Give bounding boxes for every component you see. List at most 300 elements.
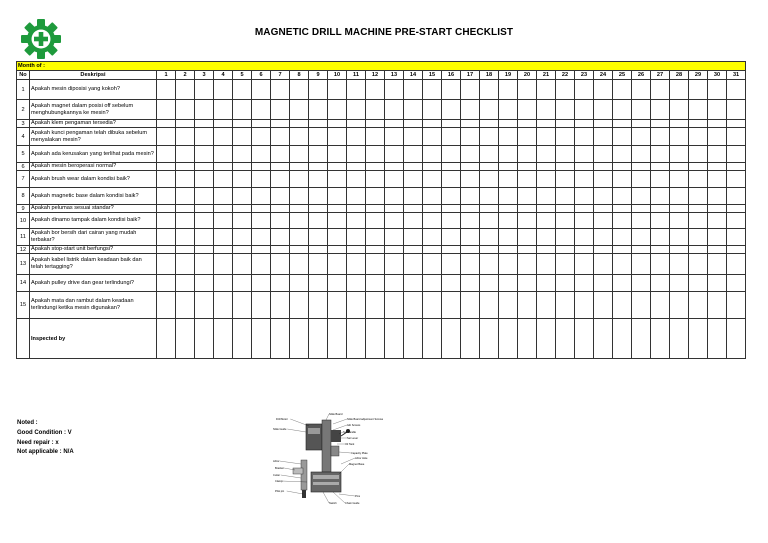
check-cell-day-26[interactable] bbox=[632, 254, 651, 275]
check-cell-day-31[interactable] bbox=[727, 146, 746, 163]
check-cell-day-1[interactable] bbox=[157, 171, 176, 188]
check-cell-day-6[interactable] bbox=[252, 128, 271, 146]
check-cell-day-27[interactable] bbox=[651, 246, 670, 254]
check-cell-day-2[interactable] bbox=[176, 120, 195, 128]
check-cell-day-4[interactable] bbox=[214, 80, 233, 100]
check-cell-day-18[interactable] bbox=[480, 100, 499, 120]
check-cell-day-12[interactable] bbox=[366, 128, 385, 146]
check-cell-day-16[interactable] bbox=[442, 171, 461, 188]
check-cell-day-23[interactable] bbox=[575, 188, 594, 205]
signature-cell-day-29[interactable] bbox=[689, 319, 708, 359]
check-cell-day-4[interactable] bbox=[214, 205, 233, 213]
check-cell-day-13[interactable] bbox=[385, 292, 404, 319]
check-cell-day-17[interactable] bbox=[461, 120, 480, 128]
check-cell-day-5[interactable] bbox=[233, 292, 252, 319]
check-cell-day-22[interactable] bbox=[556, 171, 575, 188]
check-cell-day-23[interactable] bbox=[575, 292, 594, 319]
check-cell-day-7[interactable] bbox=[271, 229, 290, 246]
check-cell-day-26[interactable] bbox=[632, 229, 651, 246]
check-cell-day-27[interactable] bbox=[651, 146, 670, 163]
check-cell-day-29[interactable] bbox=[689, 171, 708, 188]
check-cell-day-19[interactable] bbox=[499, 229, 518, 246]
check-cell-day-26[interactable] bbox=[632, 128, 651, 146]
check-cell-day-14[interactable] bbox=[404, 100, 423, 120]
check-cell-day-2[interactable] bbox=[176, 275, 195, 292]
check-cell-day-13[interactable] bbox=[385, 246, 404, 254]
check-cell-day-31[interactable] bbox=[727, 80, 746, 100]
check-cell-day-16[interactable] bbox=[442, 292, 461, 319]
signature-cell-day-10[interactable] bbox=[328, 319, 347, 359]
check-cell-day-23[interactable] bbox=[575, 213, 594, 229]
check-cell-day-6[interactable] bbox=[252, 275, 271, 292]
check-cell-day-8[interactable] bbox=[290, 292, 309, 319]
check-cell-day-31[interactable] bbox=[727, 229, 746, 246]
check-cell-day-14[interactable] bbox=[404, 229, 423, 246]
check-cell-day-20[interactable] bbox=[518, 120, 537, 128]
check-cell-day-21[interactable] bbox=[537, 254, 556, 275]
check-cell-day-26[interactable] bbox=[632, 163, 651, 171]
check-cell-day-11[interactable] bbox=[347, 229, 366, 246]
check-cell-day-22[interactable] bbox=[556, 229, 575, 246]
check-cell-day-5[interactable] bbox=[233, 171, 252, 188]
check-cell-day-28[interactable] bbox=[670, 100, 689, 120]
check-cell-day-28[interactable] bbox=[670, 205, 689, 213]
check-cell-day-14[interactable] bbox=[404, 120, 423, 128]
check-cell-day-6[interactable] bbox=[252, 100, 271, 120]
check-cell-day-24[interactable] bbox=[594, 171, 613, 188]
check-cell-day-7[interactable] bbox=[271, 275, 290, 292]
check-cell-day-31[interactable] bbox=[727, 171, 746, 188]
check-cell-day-1[interactable] bbox=[157, 80, 176, 100]
signature-cell-day-13[interactable] bbox=[385, 319, 404, 359]
check-cell-day-20[interactable] bbox=[518, 229, 537, 246]
check-cell-day-29[interactable] bbox=[689, 120, 708, 128]
check-cell-day-15[interactable] bbox=[423, 163, 442, 171]
signature-cell-day-14[interactable] bbox=[404, 319, 423, 359]
check-cell-day-3[interactable] bbox=[195, 171, 214, 188]
check-cell-day-1[interactable] bbox=[157, 275, 176, 292]
check-cell-day-22[interactable] bbox=[556, 275, 575, 292]
check-cell-day-24[interactable] bbox=[594, 292, 613, 319]
check-cell-day-16[interactable] bbox=[442, 120, 461, 128]
check-cell-day-26[interactable] bbox=[632, 80, 651, 100]
check-cell-day-23[interactable] bbox=[575, 100, 594, 120]
check-cell-day-31[interactable] bbox=[727, 205, 746, 213]
check-cell-day-31[interactable] bbox=[727, 213, 746, 229]
check-cell-day-15[interactable] bbox=[423, 246, 442, 254]
check-cell-day-19[interactable] bbox=[499, 292, 518, 319]
check-cell-day-15[interactable] bbox=[423, 229, 442, 246]
signature-cell-day-16[interactable] bbox=[442, 319, 461, 359]
check-cell-day-19[interactable] bbox=[499, 213, 518, 229]
check-cell-day-29[interactable] bbox=[689, 254, 708, 275]
check-cell-day-9[interactable] bbox=[309, 205, 328, 213]
check-cell-day-8[interactable] bbox=[290, 128, 309, 146]
check-cell-day-11[interactable] bbox=[347, 163, 366, 171]
check-cell-day-10[interactable] bbox=[328, 100, 347, 120]
check-cell-day-21[interactable] bbox=[537, 246, 556, 254]
check-cell-day-24[interactable] bbox=[594, 128, 613, 146]
check-cell-day-21[interactable] bbox=[537, 163, 556, 171]
check-cell-day-28[interactable] bbox=[670, 120, 689, 128]
check-cell-day-23[interactable] bbox=[575, 246, 594, 254]
check-cell-day-15[interactable] bbox=[423, 275, 442, 292]
check-cell-day-14[interactable] bbox=[404, 205, 423, 213]
check-cell-day-20[interactable] bbox=[518, 246, 537, 254]
signature-cell-day-21[interactable] bbox=[537, 319, 556, 359]
check-cell-day-10[interactable] bbox=[328, 254, 347, 275]
check-cell-day-11[interactable] bbox=[347, 146, 366, 163]
check-cell-day-12[interactable] bbox=[366, 205, 385, 213]
check-cell-day-4[interactable] bbox=[214, 128, 233, 146]
signature-cell-day-12[interactable] bbox=[366, 319, 385, 359]
check-cell-day-2[interactable] bbox=[176, 146, 195, 163]
check-cell-day-28[interactable] bbox=[670, 275, 689, 292]
check-cell-day-20[interactable] bbox=[518, 128, 537, 146]
check-cell-day-18[interactable] bbox=[480, 229, 499, 246]
check-cell-day-23[interactable] bbox=[575, 275, 594, 292]
check-cell-day-10[interactable] bbox=[328, 146, 347, 163]
check-cell-day-28[interactable] bbox=[670, 80, 689, 100]
check-cell-day-18[interactable] bbox=[480, 254, 499, 275]
check-cell-day-15[interactable] bbox=[423, 128, 442, 146]
check-cell-day-5[interactable] bbox=[233, 213, 252, 229]
check-cell-day-12[interactable] bbox=[366, 246, 385, 254]
check-cell-day-2[interactable] bbox=[176, 80, 195, 100]
check-cell-day-20[interactable] bbox=[518, 100, 537, 120]
check-cell-day-14[interactable] bbox=[404, 275, 423, 292]
signature-cell-day-22[interactable] bbox=[556, 319, 575, 359]
check-cell-day-12[interactable] bbox=[366, 146, 385, 163]
check-cell-day-11[interactable] bbox=[347, 246, 366, 254]
check-cell-day-3[interactable] bbox=[195, 163, 214, 171]
check-cell-day-9[interactable] bbox=[309, 188, 328, 205]
check-cell-day-10[interactable] bbox=[328, 120, 347, 128]
signature-cell-day-26[interactable] bbox=[632, 319, 651, 359]
check-cell-day-9[interactable] bbox=[309, 171, 328, 188]
check-cell-day-8[interactable] bbox=[290, 205, 309, 213]
check-cell-day-13[interactable] bbox=[385, 188, 404, 205]
check-cell-day-23[interactable] bbox=[575, 205, 594, 213]
check-cell-day-4[interactable] bbox=[214, 213, 233, 229]
check-cell-day-21[interactable] bbox=[537, 100, 556, 120]
check-cell-day-23[interactable] bbox=[575, 120, 594, 128]
check-cell-day-29[interactable] bbox=[689, 205, 708, 213]
check-cell-day-9[interactable] bbox=[309, 146, 328, 163]
check-cell-day-25[interactable] bbox=[613, 205, 632, 213]
check-cell-day-20[interactable] bbox=[518, 188, 537, 205]
check-cell-day-9[interactable] bbox=[309, 292, 328, 319]
check-cell-day-8[interactable] bbox=[290, 100, 309, 120]
check-cell-day-3[interactable] bbox=[195, 146, 214, 163]
check-cell-day-31[interactable] bbox=[727, 254, 746, 275]
check-cell-day-13[interactable] bbox=[385, 275, 404, 292]
check-cell-day-24[interactable] bbox=[594, 163, 613, 171]
check-cell-day-4[interactable] bbox=[214, 146, 233, 163]
check-cell-day-31[interactable] bbox=[727, 120, 746, 128]
check-cell-day-14[interactable] bbox=[404, 171, 423, 188]
check-cell-day-8[interactable] bbox=[290, 80, 309, 100]
signature-cell-day-5[interactable] bbox=[233, 319, 252, 359]
check-cell-day-24[interactable] bbox=[594, 100, 613, 120]
check-cell-day-1[interactable] bbox=[157, 146, 176, 163]
check-cell-day-8[interactable] bbox=[290, 171, 309, 188]
check-cell-day-3[interactable] bbox=[195, 246, 214, 254]
check-cell-day-14[interactable] bbox=[404, 128, 423, 146]
check-cell-day-2[interactable] bbox=[176, 205, 195, 213]
check-cell-day-12[interactable] bbox=[366, 292, 385, 319]
check-cell-day-3[interactable] bbox=[195, 100, 214, 120]
check-cell-day-27[interactable] bbox=[651, 213, 670, 229]
check-cell-day-30[interactable] bbox=[708, 120, 727, 128]
check-cell-day-15[interactable] bbox=[423, 188, 442, 205]
check-cell-day-24[interactable] bbox=[594, 80, 613, 100]
check-cell-day-3[interactable] bbox=[195, 292, 214, 319]
check-cell-day-24[interactable] bbox=[594, 254, 613, 275]
check-cell-day-16[interactable] bbox=[442, 275, 461, 292]
check-cell-day-18[interactable] bbox=[480, 213, 499, 229]
check-cell-day-9[interactable] bbox=[309, 100, 328, 120]
check-cell-day-26[interactable] bbox=[632, 171, 651, 188]
check-cell-day-6[interactable] bbox=[252, 188, 271, 205]
check-cell-day-6[interactable] bbox=[252, 163, 271, 171]
check-cell-day-25[interactable] bbox=[613, 80, 632, 100]
check-cell-day-15[interactable] bbox=[423, 80, 442, 100]
check-cell-day-23[interactable] bbox=[575, 146, 594, 163]
check-cell-day-30[interactable] bbox=[708, 171, 727, 188]
check-cell-day-6[interactable] bbox=[252, 146, 271, 163]
check-cell-day-20[interactable] bbox=[518, 146, 537, 163]
check-cell-day-9[interactable] bbox=[309, 120, 328, 128]
check-cell-day-10[interactable] bbox=[328, 246, 347, 254]
signature-cell-day-27[interactable] bbox=[651, 319, 670, 359]
check-cell-day-14[interactable] bbox=[404, 254, 423, 275]
check-cell-day-27[interactable] bbox=[651, 292, 670, 319]
check-cell-day-30[interactable] bbox=[708, 213, 727, 229]
check-cell-day-22[interactable] bbox=[556, 146, 575, 163]
check-cell-day-13[interactable] bbox=[385, 120, 404, 128]
check-cell-day-14[interactable] bbox=[404, 188, 423, 205]
check-cell-day-23[interactable] bbox=[575, 229, 594, 246]
check-cell-day-2[interactable] bbox=[176, 128, 195, 146]
check-cell-day-4[interactable] bbox=[214, 100, 233, 120]
check-cell-day-13[interactable] bbox=[385, 128, 404, 146]
check-cell-day-26[interactable] bbox=[632, 292, 651, 319]
check-cell-day-5[interactable] bbox=[233, 205, 252, 213]
signature-cell-day-18[interactable] bbox=[480, 319, 499, 359]
check-cell-day-13[interactable] bbox=[385, 205, 404, 213]
check-cell-day-29[interactable] bbox=[689, 100, 708, 120]
check-cell-day-20[interactable] bbox=[518, 254, 537, 275]
check-cell-day-29[interactable] bbox=[689, 292, 708, 319]
check-cell-day-7[interactable] bbox=[271, 171, 290, 188]
check-cell-day-4[interactable] bbox=[214, 246, 233, 254]
check-cell-day-30[interactable] bbox=[708, 246, 727, 254]
check-cell-day-12[interactable] bbox=[366, 213, 385, 229]
check-cell-day-3[interactable] bbox=[195, 213, 214, 229]
check-cell-day-13[interactable] bbox=[385, 213, 404, 229]
check-cell-day-14[interactable] bbox=[404, 246, 423, 254]
check-cell-day-6[interactable] bbox=[252, 171, 271, 188]
check-cell-day-28[interactable] bbox=[670, 171, 689, 188]
signature-cell-day-15[interactable] bbox=[423, 319, 442, 359]
check-cell-day-28[interactable] bbox=[670, 146, 689, 163]
check-cell-day-17[interactable] bbox=[461, 275, 480, 292]
check-cell-day-20[interactable] bbox=[518, 205, 537, 213]
check-cell-day-27[interactable] bbox=[651, 120, 670, 128]
check-cell-day-30[interactable] bbox=[708, 163, 727, 171]
check-cell-day-10[interactable] bbox=[328, 213, 347, 229]
check-cell-day-15[interactable] bbox=[423, 205, 442, 213]
check-cell-day-4[interactable] bbox=[214, 188, 233, 205]
check-cell-day-18[interactable] bbox=[480, 128, 499, 146]
check-cell-day-9[interactable] bbox=[309, 128, 328, 146]
check-cell-day-3[interactable] bbox=[195, 205, 214, 213]
check-cell-day-16[interactable] bbox=[442, 128, 461, 146]
check-cell-day-13[interactable] bbox=[385, 254, 404, 275]
check-cell-day-6[interactable] bbox=[252, 80, 271, 100]
check-cell-day-8[interactable] bbox=[290, 120, 309, 128]
signature-cell-day-30[interactable] bbox=[708, 319, 727, 359]
check-cell-day-2[interactable] bbox=[176, 246, 195, 254]
check-cell-day-13[interactable] bbox=[385, 100, 404, 120]
check-cell-day-2[interactable] bbox=[176, 292, 195, 319]
check-cell-day-27[interactable] bbox=[651, 163, 670, 171]
check-cell-day-8[interactable] bbox=[290, 275, 309, 292]
check-cell-day-26[interactable] bbox=[632, 100, 651, 120]
check-cell-day-22[interactable] bbox=[556, 254, 575, 275]
check-cell-day-30[interactable] bbox=[708, 80, 727, 100]
check-cell-day-28[interactable] bbox=[670, 292, 689, 319]
check-cell-day-25[interactable] bbox=[613, 128, 632, 146]
check-cell-day-24[interactable] bbox=[594, 188, 613, 205]
check-cell-day-10[interactable] bbox=[328, 163, 347, 171]
check-cell-day-16[interactable] bbox=[442, 188, 461, 205]
check-cell-day-11[interactable] bbox=[347, 120, 366, 128]
check-cell-day-4[interactable] bbox=[214, 229, 233, 246]
check-cell-day-31[interactable] bbox=[727, 128, 746, 146]
check-cell-day-18[interactable] bbox=[480, 292, 499, 319]
check-cell-day-30[interactable] bbox=[708, 188, 727, 205]
check-cell-day-17[interactable] bbox=[461, 246, 480, 254]
check-cell-day-7[interactable] bbox=[271, 254, 290, 275]
check-cell-day-5[interactable] bbox=[233, 246, 252, 254]
check-cell-day-5[interactable] bbox=[233, 100, 252, 120]
check-cell-day-4[interactable] bbox=[214, 120, 233, 128]
check-cell-day-7[interactable] bbox=[271, 128, 290, 146]
check-cell-day-27[interactable] bbox=[651, 100, 670, 120]
check-cell-day-7[interactable] bbox=[271, 205, 290, 213]
check-cell-day-20[interactable] bbox=[518, 171, 537, 188]
check-cell-day-8[interactable] bbox=[290, 229, 309, 246]
check-cell-day-11[interactable] bbox=[347, 128, 366, 146]
check-cell-day-7[interactable] bbox=[271, 146, 290, 163]
check-cell-day-12[interactable] bbox=[366, 100, 385, 120]
check-cell-day-11[interactable] bbox=[347, 292, 366, 319]
check-cell-day-24[interactable] bbox=[594, 213, 613, 229]
check-cell-day-26[interactable] bbox=[632, 188, 651, 205]
check-cell-day-20[interactable] bbox=[518, 213, 537, 229]
check-cell-day-26[interactable] bbox=[632, 213, 651, 229]
check-cell-day-25[interactable] bbox=[613, 100, 632, 120]
signature-cell-day-25[interactable] bbox=[613, 319, 632, 359]
check-cell-day-22[interactable] bbox=[556, 292, 575, 319]
check-cell-day-15[interactable] bbox=[423, 213, 442, 229]
check-cell-day-15[interactable] bbox=[423, 146, 442, 163]
signature-cell-day-3[interactable] bbox=[195, 319, 214, 359]
check-cell-day-28[interactable] bbox=[670, 246, 689, 254]
check-cell-day-31[interactable] bbox=[727, 100, 746, 120]
check-cell-day-25[interactable] bbox=[613, 171, 632, 188]
check-cell-day-22[interactable] bbox=[556, 120, 575, 128]
check-cell-day-22[interactable] bbox=[556, 163, 575, 171]
check-cell-day-3[interactable] bbox=[195, 275, 214, 292]
check-cell-day-23[interactable] bbox=[575, 163, 594, 171]
check-cell-day-30[interactable] bbox=[708, 254, 727, 275]
check-cell-day-27[interactable] bbox=[651, 80, 670, 100]
check-cell-day-28[interactable] bbox=[670, 229, 689, 246]
signature-cell-day-2[interactable] bbox=[176, 319, 195, 359]
check-cell-day-7[interactable] bbox=[271, 100, 290, 120]
check-cell-day-2[interactable] bbox=[176, 171, 195, 188]
check-cell-day-12[interactable] bbox=[366, 120, 385, 128]
check-cell-day-18[interactable] bbox=[480, 171, 499, 188]
check-cell-day-14[interactable] bbox=[404, 146, 423, 163]
check-cell-day-20[interactable] bbox=[518, 163, 537, 171]
check-cell-day-11[interactable] bbox=[347, 171, 366, 188]
check-cell-day-18[interactable] bbox=[480, 275, 499, 292]
check-cell-day-7[interactable] bbox=[271, 188, 290, 205]
check-cell-day-31[interactable] bbox=[727, 292, 746, 319]
check-cell-day-16[interactable] bbox=[442, 205, 461, 213]
check-cell-day-25[interactable] bbox=[613, 146, 632, 163]
check-cell-day-13[interactable] bbox=[385, 163, 404, 171]
check-cell-day-10[interactable] bbox=[328, 205, 347, 213]
check-cell-day-27[interactable] bbox=[651, 254, 670, 275]
check-cell-day-2[interactable] bbox=[176, 188, 195, 205]
check-cell-day-30[interactable] bbox=[708, 128, 727, 146]
check-cell-day-3[interactable] bbox=[195, 229, 214, 246]
check-cell-day-5[interactable] bbox=[233, 163, 252, 171]
check-cell-day-6[interactable] bbox=[252, 254, 271, 275]
check-cell-day-7[interactable] bbox=[271, 120, 290, 128]
check-cell-day-16[interactable] bbox=[442, 146, 461, 163]
check-cell-day-23[interactable] bbox=[575, 171, 594, 188]
check-cell-day-3[interactable] bbox=[195, 188, 214, 205]
check-cell-day-11[interactable] bbox=[347, 254, 366, 275]
check-cell-day-1[interactable] bbox=[157, 188, 176, 205]
check-cell-day-21[interactable] bbox=[537, 275, 556, 292]
check-cell-day-15[interactable] bbox=[423, 171, 442, 188]
check-cell-day-21[interactable] bbox=[537, 80, 556, 100]
check-cell-day-15[interactable] bbox=[423, 120, 442, 128]
check-cell-day-12[interactable] bbox=[366, 171, 385, 188]
signature-cell-day-28[interactable] bbox=[670, 319, 689, 359]
check-cell-day-17[interactable] bbox=[461, 80, 480, 100]
check-cell-day-18[interactable] bbox=[480, 188, 499, 205]
check-cell-day-5[interactable] bbox=[233, 188, 252, 205]
check-cell-day-16[interactable] bbox=[442, 213, 461, 229]
check-cell-day-10[interactable] bbox=[328, 188, 347, 205]
signature-cell-day-4[interactable] bbox=[214, 319, 233, 359]
check-cell-day-1[interactable] bbox=[157, 163, 176, 171]
check-cell-day-29[interactable] bbox=[689, 188, 708, 205]
check-cell-day-30[interactable] bbox=[708, 205, 727, 213]
check-cell-day-22[interactable] bbox=[556, 246, 575, 254]
check-cell-day-12[interactable] bbox=[366, 275, 385, 292]
check-cell-day-11[interactable] bbox=[347, 80, 366, 100]
check-cell-day-16[interactable] bbox=[442, 80, 461, 100]
